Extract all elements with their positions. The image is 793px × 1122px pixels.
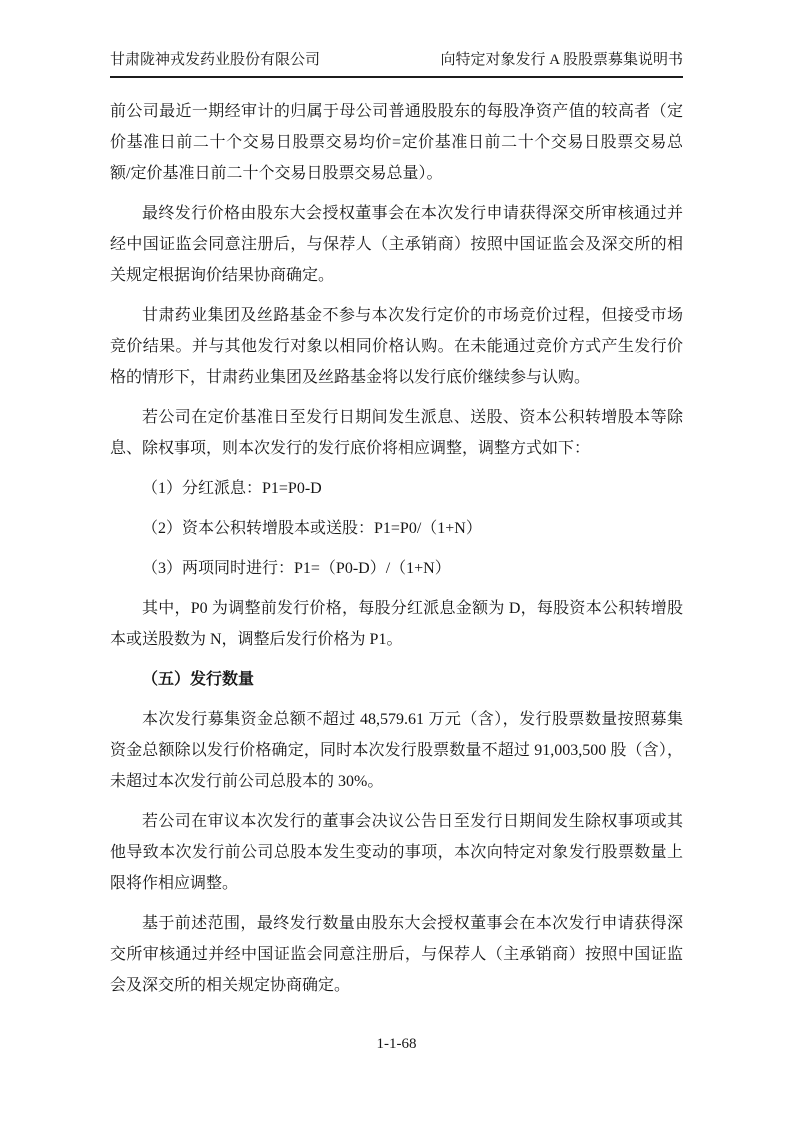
body-paragraph: 若公司在定价基准日至发行日期间发生派息、送股、资本公积转增股本等除息、除权事项，则本次发行的发行底价将相应调整，调整方式如下：: [110, 409, 683, 457]
header-document-title: 向特定对象发行 A 股股票募集说明书: [440, 52, 683, 68]
body-paragraph: 若公司在审议本次发行的董事会决议公告日至发行日期间发生除权事项或其他导致本次发行前公司总股本发生变动的事项，本次向特定对象发行股票数量上限将作相应调整。: [110, 813, 683, 892]
body-paragraph: 最终发行价格由股东大会授权董事会在本次发行申请获得深交所审核通过并经中国证监会同意注册后，与保荐人（主承销商）按照中国证监会及深交所的相关规定根据询价结果协商确定。: [110, 205, 683, 284]
section-heading: （五）发行数量: [142, 671, 255, 688]
header-company-name: 甘肃陇神戎发药业股份有限公司: [110, 52, 321, 68]
page-number: 1-1-68: [376, 1036, 417, 1052]
body-paragraph: 其中，P0 为调整前发行价格，每股分红派息金额为 D，每股资本公积转增股本或送股数为 N，调整后发行价格为 P1。: [110, 600, 683, 648]
body-paragraph: 前公司最近一期经审计的归属于母公司普通股股东的每股净资产值的较高者（定价基准日前二十个交易日股票交易均价=定价基准日前二十个交易日股票交易总额/定价基准日前二十个交易日股票交易总量）。: [110, 103, 683, 182]
body-paragraph: 基于前述范围，最终发行数量由股东大会授权董事会在本次发行申请获得深交所审核通过并经中国证监会同意注册后，与保荐人（主承销商）按照中国证监会及深交所的相关规定协商确定。: [110, 915, 683, 994]
formula-line: （3）两项同时进行：P1=（P0-D）/（1+N）: [142, 560, 451, 577]
formula-line: （2）资本公积转增股本或送股：P1=P0/（1+N）: [142, 520, 482, 537]
page-footer: [0, 1034, 793, 1054]
body-paragraph: 本次发行募集资金总额不超过 48,579.61 万元（含），发行股票数量按照募集资金总额除以发行价格确定，同时本次发行股票数量不超过 91,003,500 股（含），未超过本次发行前公司总股本的 30%。: [110, 711, 683, 790]
page-header: [110, 50, 683, 78]
document-body: [110, 96, 683, 1010]
formula-line: （1）分红派息：P1=P0-D: [142, 480, 322, 497]
body-paragraph: 甘肃药业集团及丝路基金不参与本次发行定价的市场竞价过程，但接受市场竞价结果。并与其他发行对象以相同价格认购。在未能通过竞价方式产生发行价格的情形下，甘肃药业集团及丝路基金将以发行底价继续参与认购。: [110, 307, 683, 386]
